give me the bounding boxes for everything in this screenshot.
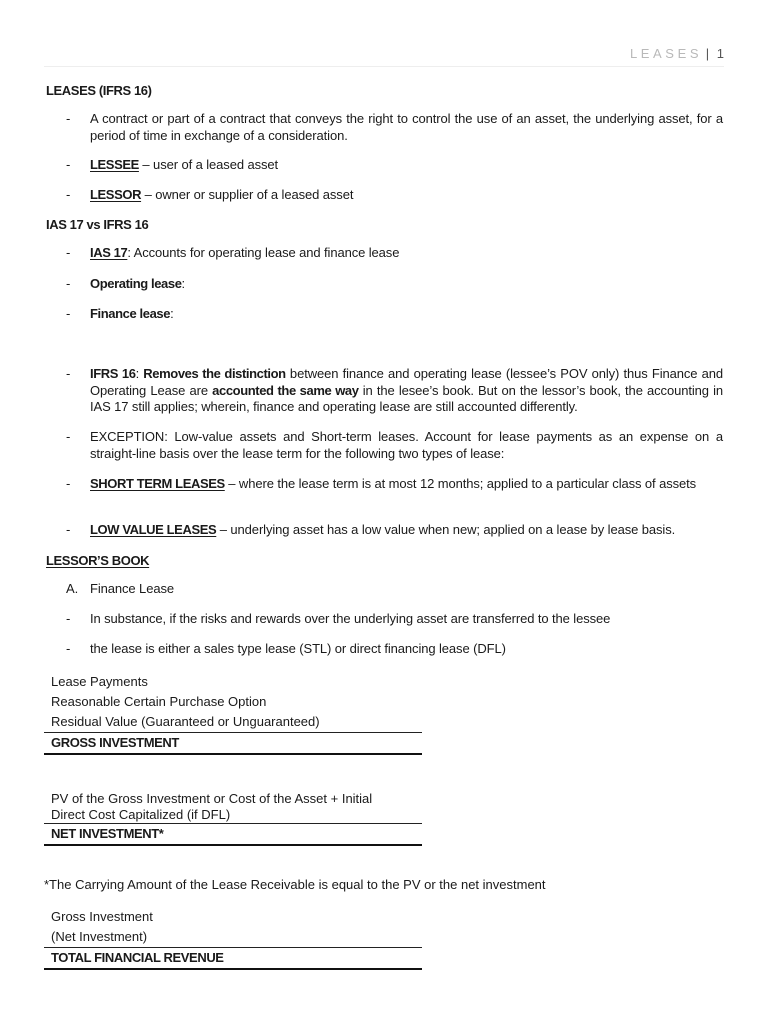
- ledger-row: Reasonable Certain Purchase Option: [51, 694, 267, 709]
- net-investment-table: [44, 791, 422, 846]
- bullet-dash: -: [66, 245, 71, 260]
- bullet-dash: -: [66, 611, 71, 626]
- term-low-value-leases: LOW VALUE LEASES: [90, 522, 217, 537]
- lessor-item-text: the lease is either a sales type lease (STL) or direct financing lease (DFL): [90, 641, 506, 656]
- net-investment-total: NET INVESTMENT*: [44, 824, 422, 846]
- definition-text: A contract or part of a contract that conveys the right to control the use of an asset, the underlying asset, for a period of time in exchange of a consideration.: [90, 111, 723, 143]
- ifrs16-removes-distinction: Removes the distinction: [143, 366, 286, 381]
- ifrs16-colon: :: [135, 366, 144, 381]
- operating-lease-colon: :: [181, 276, 186, 291]
- ledger-row: Residual Value (Guaranteed or Unguaranteed): [44, 712, 422, 733]
- list-marker: A.: [66, 581, 79, 596]
- term-lessor: LESSOR: [90, 187, 142, 202]
- gross-investment-table: [44, 672, 422, 755]
- comparison-item-operating-lease: [66, 276, 723, 293]
- bullet-dash: -: [66, 476, 71, 491]
- page-header: [630, 46, 724, 61]
- ledger-row: Gross Investment: [51, 909, 153, 924]
- header-rule: [44, 66, 724, 67]
- term-operating-lease: Operating lease: [90, 276, 182, 291]
- section-heading-lessor: LESSOR’S BOOK: [46, 553, 150, 568]
- term-ias17: IAS 17: [90, 245, 128, 260]
- ledger-row: Lease Payments: [51, 674, 148, 689]
- bullet-dash: -: [66, 366, 71, 381]
- ledger-row: Direct Cost Capitalized (if DFL): [44, 807, 422, 824]
- low-value-text: – underlying asset has a low value when new; applied on a lease by lease basis.: [216, 522, 676, 537]
- total-financial-revenue: TOTAL FINANCIAL REVENUE: [44, 948, 422, 970]
- definition-item-lessor: [66, 187, 723, 204]
- short-term-text: – where the lease term is at most 12 months; applied to a particular class of assets: [224, 476, 697, 491]
- comparison-item-short-term: [66, 476, 723, 493]
- bullet-dash: -: [66, 429, 71, 444]
- lessor-item-lease-type: [66, 641, 723, 658]
- finance-lease-colon: :: [170, 306, 174, 321]
- comparison-item-ifrs16: [66, 366, 723, 416]
- term-finance-lease: Finance lease: [90, 306, 171, 321]
- page-number: 1: [716, 46, 724, 61]
- financial-revenue-table: [44, 907, 422, 970]
- section-heading-comparison: IAS 17 vs IFRS 16: [46, 217, 149, 232]
- footnote: *The Carrying Amount of the Lease Receivable is equal to the PV or the net investment: [44, 877, 546, 892]
- comparison-item-low-value: [66, 522, 723, 539]
- bullet-dash: -: [66, 276, 71, 291]
- ias17-text: : Accounts for operating lease and finance lease: [127, 245, 400, 260]
- ledger-row: PV of the Gross Investment or Cost of the Asset + Initial: [51, 791, 373, 806]
- comparison-item-ias17: [66, 245, 723, 262]
- comparison-item-finance-lease: [66, 306, 723, 323]
- definition-item-lessee: [66, 157, 723, 174]
- lessee-definition: – user of a leased asset: [138, 157, 279, 172]
- header-title: LEASES: [629, 46, 703, 61]
- header-separator: |: [705, 46, 710, 61]
- lessor-item-text: Finance Lease: [90, 581, 174, 596]
- bullet-dash: -: [66, 111, 71, 126]
- bullet-dash: -: [66, 187, 71, 202]
- gross-investment-total: GROSS INVESTMENT: [44, 733, 422, 755]
- comparison-item-exception: [66, 429, 723, 462]
- bullet-dash: -: [66, 157, 71, 172]
- ifrs16-accounted-same-way: accounted the same way: [212, 382, 359, 398]
- bullet-dash: -: [66, 641, 71, 656]
- lessor-item-finance-lease: [66, 581, 723, 598]
- term-ifrs16: IFRS 16: [90, 366, 136, 381]
- lessor-definition: – owner or supplier of a leased asset: [141, 187, 354, 202]
- lessor-item-text: In substance, if the risks and rewards over the underlying asset are transferred to the lessee: [90, 611, 611, 626]
- ifrs16-text-2: in the lesee’s book. But on the lessor’s book, the accounting in IAS 17 still applies; wherein, finance and operating lease are still accounted differently.: [90, 382, 723, 414]
- bullet-dash: -: [66, 306, 71, 321]
- term-short-term-leases: SHORT TERM LEASES: [90, 476, 225, 491]
- ledger-row: (Net Investment): [44, 927, 422, 948]
- ifrs16-text-1: between finance and operating lease (lessee’s POV only) thus Finance and Operating Lease are: [90, 366, 723, 398]
- page-title: LEASES (IFRS 16): [46, 83, 152, 98]
- exception-text: EXCEPTION: Low-value assets and Short-term leases. Account for lease payments as an expense on a straight-line basis over the lease term for the following two types of lease:: [90, 429, 723, 461]
- lessor-item-substance: [66, 611, 723, 628]
- bullet-dash: -: [66, 522, 71, 537]
- term-lessee: LESSEE: [90, 157, 139, 172]
- definition-item-lease: [66, 111, 723, 144]
